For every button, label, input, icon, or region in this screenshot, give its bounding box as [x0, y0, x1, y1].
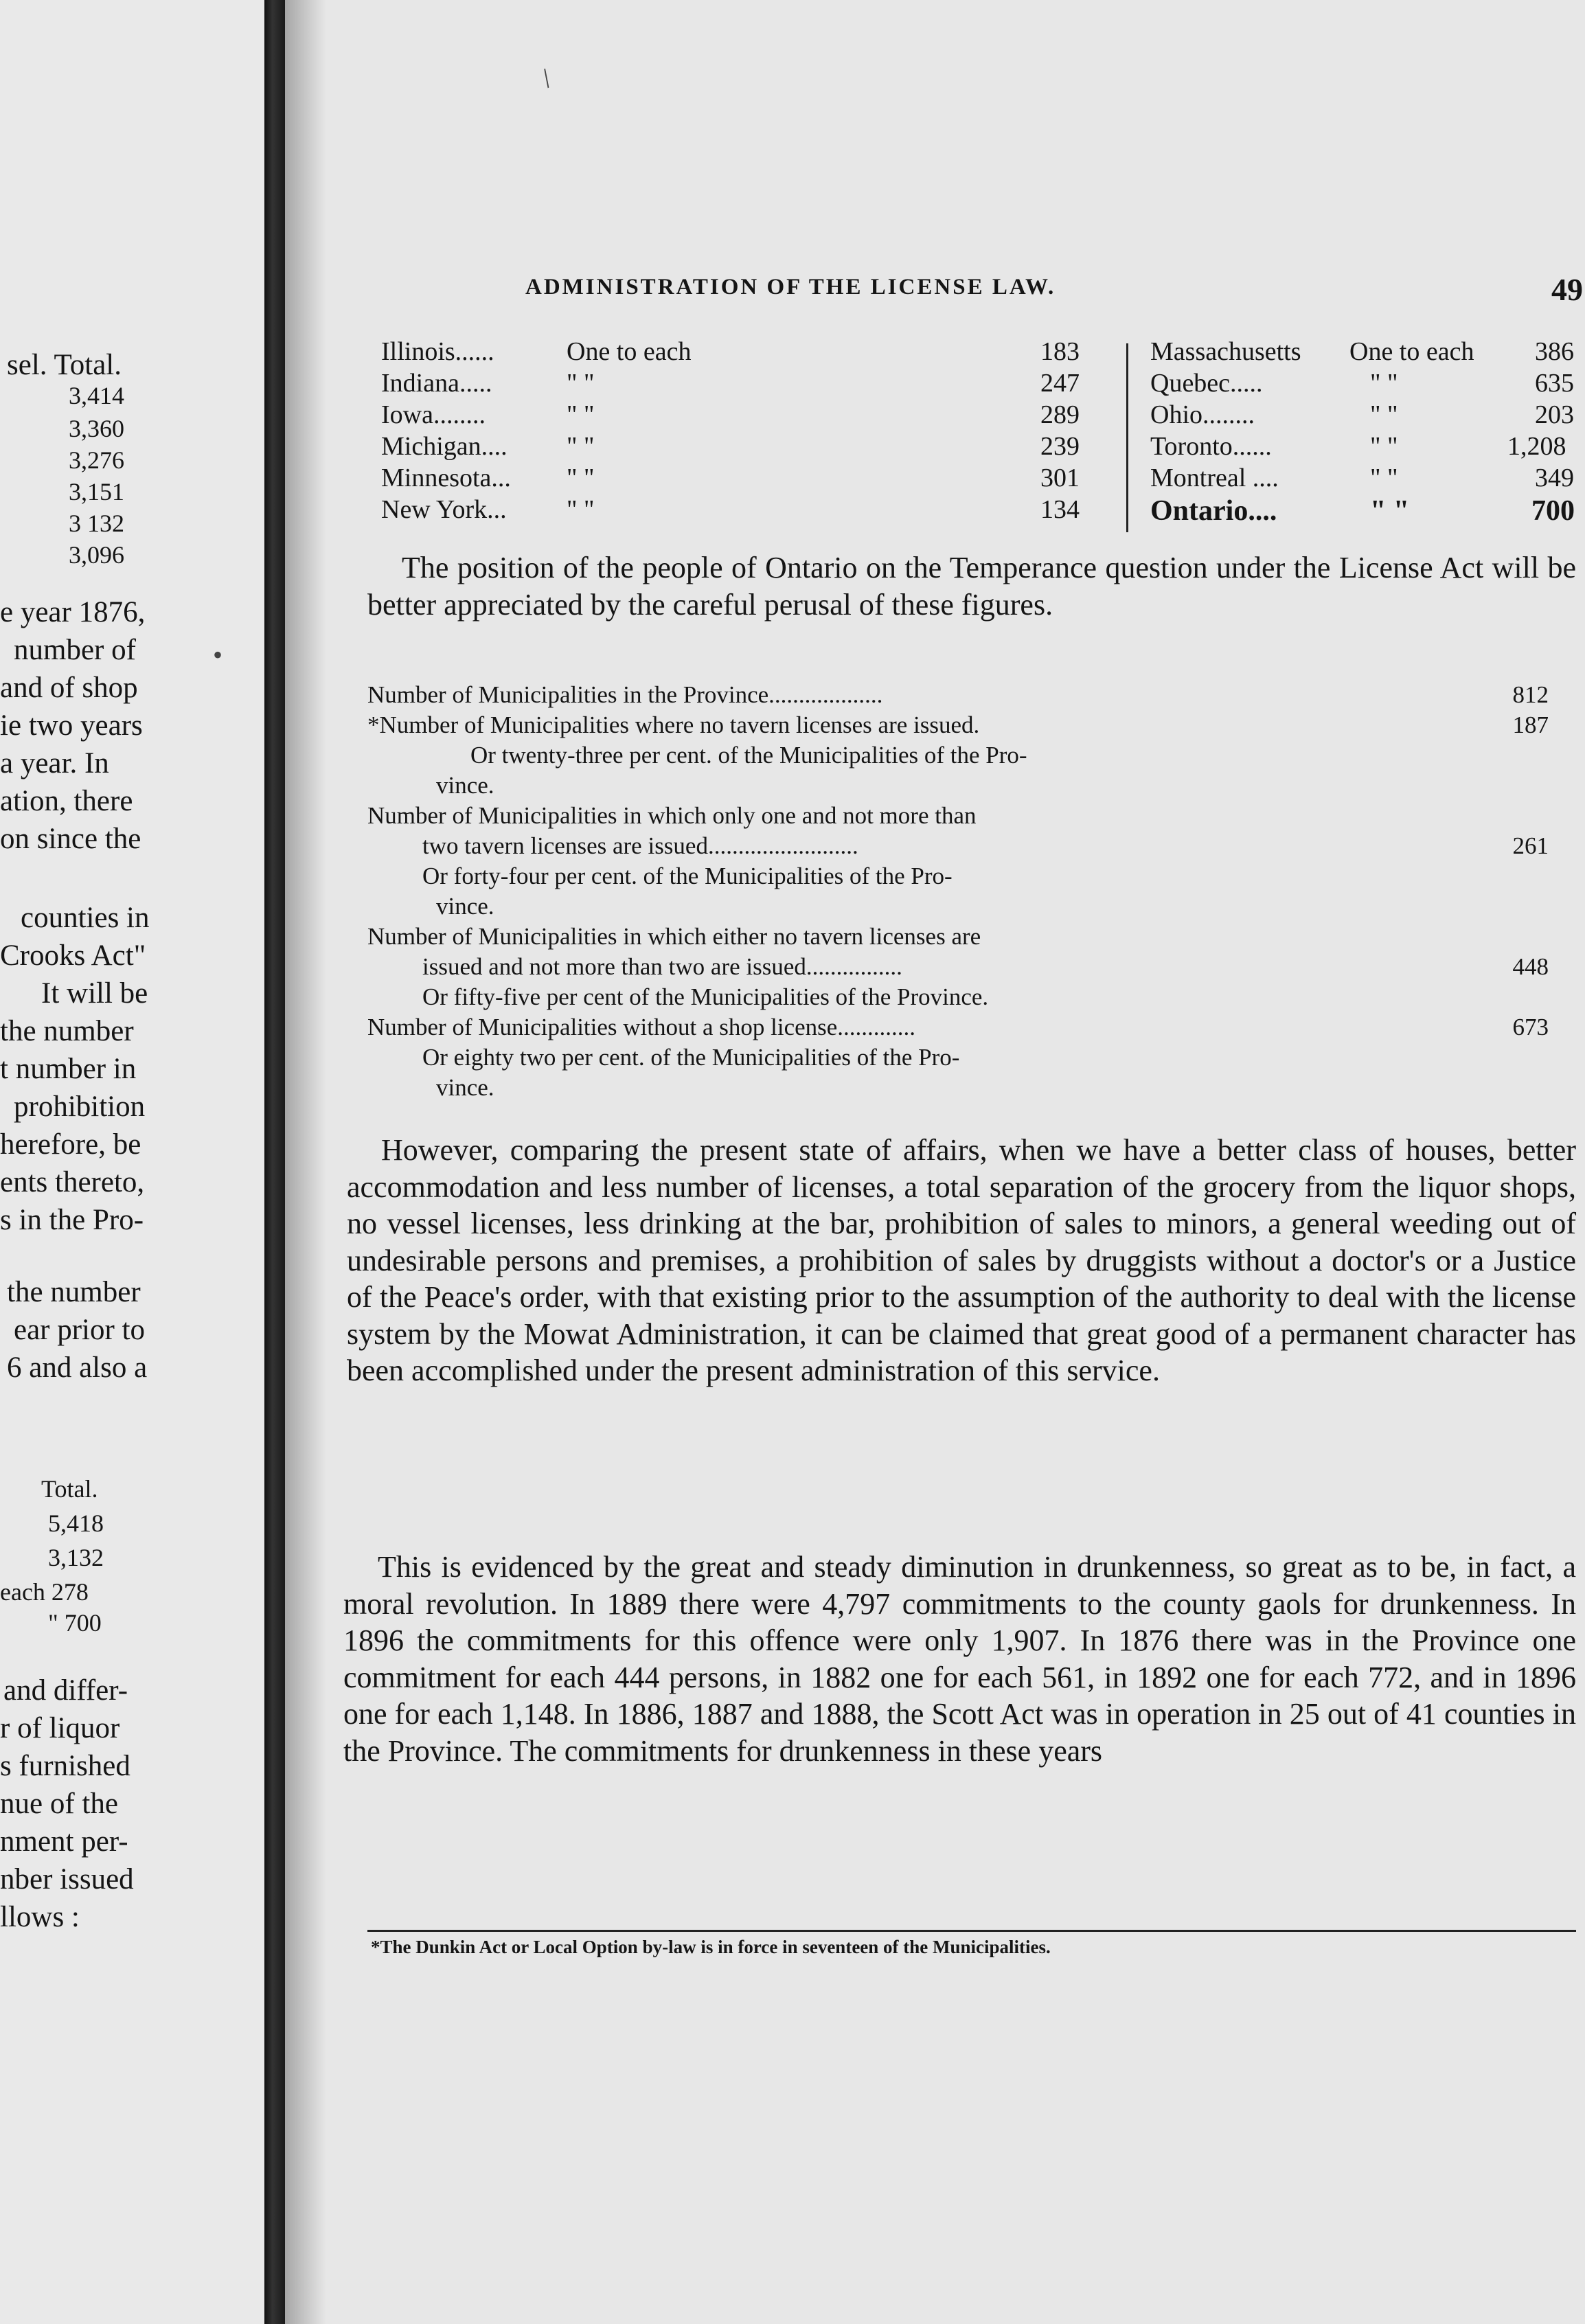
state-name: Minnesota... — [381, 464, 511, 492]
stat-line: *Number of Municipalities where no tavern licenses are issued. 187 — [367, 710, 1576, 740]
ratio-phrase: " " — [567, 400, 595, 429]
left-text-line: 3,414 — [69, 382, 124, 409]
stat-line: Number of Municipalities in the Province................... 812 — [367, 680, 1576, 710]
left-text-line: herefore, be — [0, 1128, 141, 1161]
ratio-row — [381, 494, 1109, 526]
ratio-value: 635 — [1535, 369, 1574, 398]
left-text-line: each 278 — [0, 1578, 89, 1606]
stat-line: Number of Municipalities without a shop license............. 673 — [367, 1012, 1576, 1043]
left-text-line: the number — [7, 1276, 141, 1308]
however-paragraph: However, comparing the present state of affairs, when we have a better class of houses, better accommodation and less number of licenses, a total separation of the grocery from the liquor shops, no vessel licenses, less drinking at the bar, prohibition of sales to minors, a general weeding out of undesirable persons and premises, a prohibition of sales by druggists without a doctor's or a Justice of the Peace's order, with that existing prior to the assumption of the authority to deal with the license system by the Mowat Administration, it can be claimed that great good of a permanent character has been accomplished under the present administration of this service. — [347, 1133, 1576, 1387]
state-name: Quebec..... — [1150, 369, 1263, 398]
ratio-value: 349 — [1535, 464, 1574, 492]
stat-line: issued and not more than two are issued................ 448 — [367, 952, 1576, 982]
left-text-line: 6 and also a — [7, 1352, 148, 1384]
left-text-line: s furnished — [0, 1750, 130, 1782]
left-text-line: the number — [0, 1015, 134, 1047]
ratio-row — [1150, 431, 1576, 463]
stat-line: Or forty-four per cent. of the Municipalities of the Pro- — [422, 863, 953, 889]
ratio-phrase: One to each — [1349, 337, 1474, 366]
ratio-row — [381, 400, 1109, 431]
state-name: Massachusetts — [1150, 337, 1301, 366]
stat-value: 448 — [1512, 953, 1549, 980]
ratio-row — [381, 463, 1109, 494]
ratio-row-ontario — [1150, 494, 1576, 526]
license-ratio-table — [381, 337, 1576, 543]
ratio-column-left — [381, 337, 1109, 526]
ratio-row — [381, 368, 1109, 400]
left-text-line: nment per- — [0, 1825, 128, 1858]
intro-paragraph: The position of the people of Ontario on the Temperance question under the License Act will be better appreciated by the careful perusal of these figures. — [367, 551, 1576, 622]
page-header — [525, 272, 1583, 316]
column-divider — [1126, 343, 1128, 532]
ratio-value: 289 — [1040, 400, 1080, 429]
ratio-row — [1150, 400, 1576, 431]
ratio-phrase: " " — [1370, 400, 1398, 429]
left-text-line: Total. — [41, 1475, 98, 1503]
stat-line: vince. — [436, 893, 494, 920]
left-text-line: ation, there — [0, 785, 133, 817]
footnote-rule — [367, 1930, 1576, 1932]
state-name: New York... — [381, 495, 507, 524]
left-text-line: s in the Pro- — [0, 1204, 144, 1236]
ratio-row — [1150, 368, 1576, 400]
ratio-row — [381, 337, 1109, 368]
ratio-value: 247 — [1040, 369, 1080, 398]
evidenced-paragraph: This is evidenced by the great and steady diminution in drunkenness, so great as to be, in fact, a moral revolution. In 1889 there were 4,797 commitments to the county gaols for drunkenness. In 1896 the commitments for this offence were only 1,907. In 1876 there was in the Province one commitment for each 444 persons, in 1882 one for each 561, in 1892 one for each 772, and in 1896 one for each 1,148. In 1886, 1887 and 1888, the Scott Act was in operation in 25 out of 41 counties in the Province. The commitments for drunkenness in these years — [343, 1550, 1576, 1768]
municipality-statistics — [367, 680, 1576, 1103]
ratio-value: 203 — [1535, 400, 1574, 429]
running-title: ADMINISTRATION OF THE LICENSE LAW. — [525, 275, 1056, 299]
state-name: Indiana..... — [381, 369, 492, 398]
book-gutter — [264, 0, 285, 2324]
stat-line: Or eighty two per cent. of the Municipalities of the Pro- — [422, 1044, 960, 1071]
stat-line: two tavern licenses are issued......................... 261 — [367, 831, 1576, 861]
state-name: Toronto...... — [1150, 432, 1272, 461]
state-name: Michigan.... — [381, 432, 508, 461]
left-text-line: ear prior to — [14, 1314, 146, 1346]
ratio-phrase: " " — [1370, 369, 1398, 398]
ratio-row — [1150, 463, 1576, 494]
left-text-line: Crooks Act" — [0, 939, 146, 972]
stat-line: Number of Municipalities in which only one and not more than — [367, 802, 977, 829]
stat-value: 812 — [1512, 681, 1549, 708]
left-text-line: t number in — [0, 1053, 137, 1085]
ratio-column-right — [1150, 337, 1576, 526]
margin-mark: • — [213, 639, 223, 670]
stat-value: 261 — [1512, 832, 1549, 859]
page-49 — [285, 0, 1585, 2324]
left-text-line: llows : — [0, 1901, 80, 1933]
ratio-phrase: " " — [567, 369, 595, 398]
ratio-phrase: " " — [1370, 495, 1410, 527]
ratio-row — [381, 431, 1109, 463]
stat-value: 187 — [1512, 711, 1549, 738]
stat-line: vince. — [436, 772, 494, 799]
state-name: Illinois...... — [381, 337, 494, 366]
left-text-line: e year 1876, — [0, 596, 146, 628]
ratio-phrase: " " — [567, 432, 595, 461]
stat-line: Number of Municipalities in which either no tavern licenses are — [367, 923, 981, 950]
left-text-line: 3,360 — [69, 415, 124, 442]
ratio-value: 239 — [1040, 432, 1080, 461]
left-text-line: 3,096 — [69, 541, 124, 569]
ratio-value: 183 — [1040, 337, 1080, 366]
left-text-line: " 700 — [48, 1609, 102, 1637]
stat-line: vince. — [436, 1074, 494, 1101]
left-text-line: 3,151 — [69, 478, 124, 505]
state-name: Ontario.... — [1150, 495, 1277, 527]
left-text-line: 3,132 — [48, 1544, 104, 1571]
ratio-row — [1150, 337, 1576, 368]
ratio-value: 134 — [1040, 495, 1080, 524]
left-page-fragment — [0, 0, 264, 2324]
ratio-phrase: " " — [1370, 464, 1398, 492]
state-name: Montreal .... — [1150, 464, 1279, 492]
ratio-value: 1,208 — [1507, 432, 1566, 461]
left-text-line: and differ- — [3, 1674, 128, 1707]
left-text-line: r of liquor — [0, 1712, 120, 1744]
stat-value: 673 — [1512, 1014, 1549, 1040]
ratio-phrase: " " — [567, 495, 595, 524]
left-text-line: nber issued — [0, 1863, 134, 1895]
left-text-line: ie two years — [0, 709, 143, 742]
ratio-value: 386 — [1535, 337, 1574, 366]
left-text-line: It will be — [41, 977, 148, 1010]
page-number: 49 — [1551, 272, 1583, 307]
left-text-line: 3,276 — [69, 446, 124, 474]
state-name: Ohio........ — [1150, 400, 1255, 429]
ratio-value: 301 — [1040, 464, 1080, 492]
left-text-line: number of — [14, 634, 136, 666]
stat-line: Or fifty-five per cent of the Municipalities of the Province. — [422, 983, 989, 1010]
left-text-line: counties in — [21, 902, 150, 934]
ratio-phrase: One to each — [567, 337, 692, 366]
ratio-phrase: " " — [567, 464, 595, 492]
stat-line: Or twenty-three per cent. of the Municipalities of the Pro- — [470, 742, 1027, 768]
state-name: Iowa........ — [381, 400, 486, 429]
footnote: *The Dunkin Act or Local Option by-law is in force in seventeen of the Municipalities. — [371, 1937, 1051, 1957]
left-text-line: and of shop — [0, 672, 138, 704]
left-text-line: 5,418 — [48, 1510, 104, 1537]
left-text-line: a year. In — [0, 747, 109, 779]
left-text-line: on since the — [0, 823, 141, 855]
ratio-value: 700 — [1531, 495, 1575, 527]
ratio-phrase: " " — [1370, 432, 1398, 461]
left-text-line: 3 132 — [69, 510, 124, 537]
left-text-line: ents thereto, — [0, 1166, 145, 1198]
left-text-line: sel. Total. — [7, 349, 122, 381]
left-text-line: nue of the — [0, 1788, 118, 1820]
pencil-mark: / — [535, 62, 558, 93]
left-text-line: prohibition — [14, 1091, 146, 1123]
